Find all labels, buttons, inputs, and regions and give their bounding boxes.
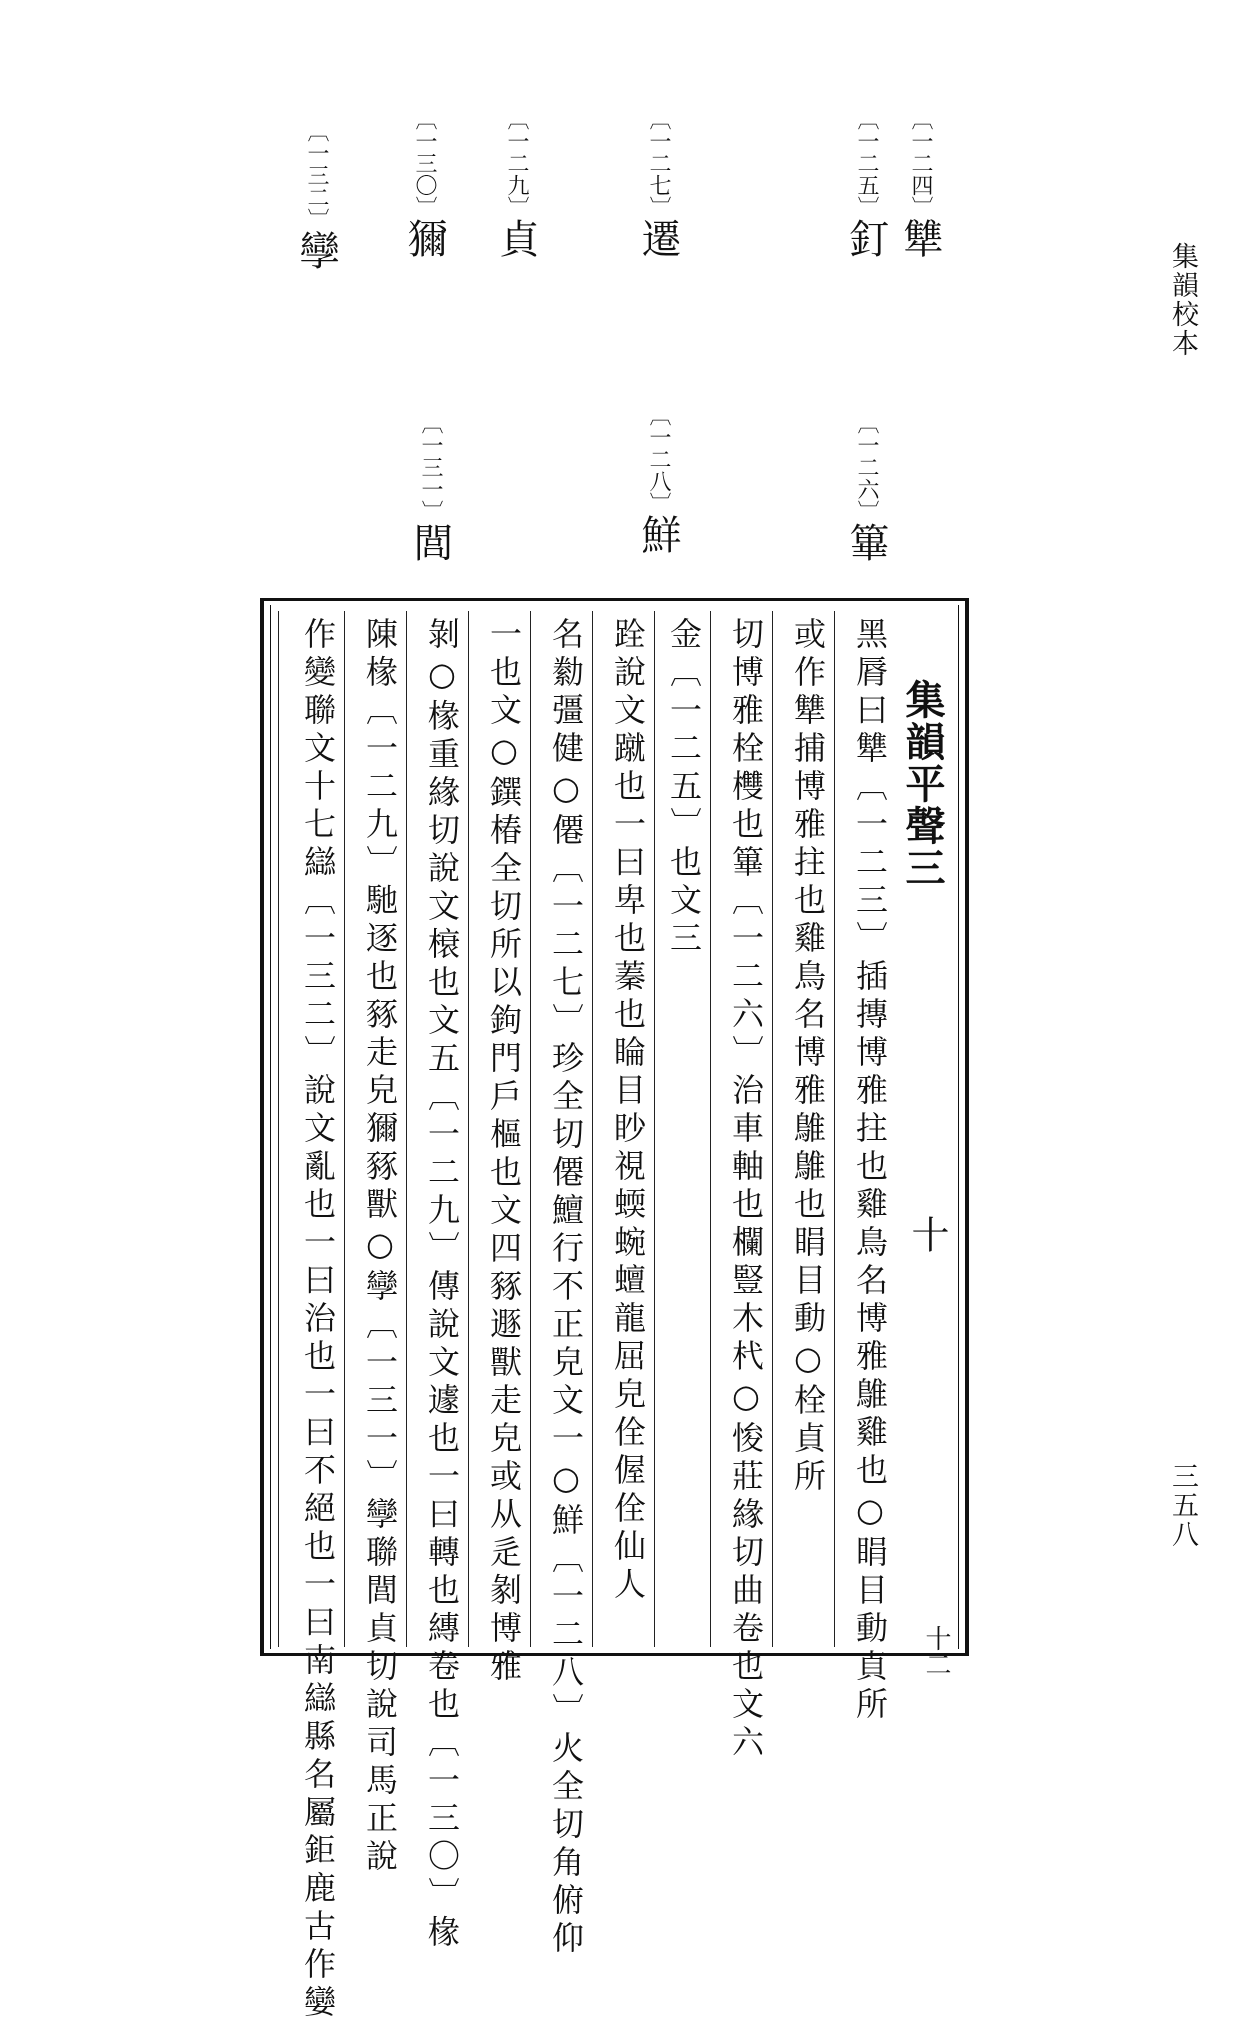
- column-text: 名勬彊健○僊〔一二七〕珍全切僊鱣行不正皃文一○鮮〔一二八〕火全切角俯仰: [547, 617, 585, 1959]
- text-column-10: [278, 611, 345, 2023]
- note-char: 獮: [401, 218, 447, 258]
- note-129: [493, 108, 539, 258]
- leaf-number: 十二: [921, 1625, 951, 1677]
- column-text: 金〔一二五〕也文三: [665, 617, 703, 959]
- text-column-7: [468, 611, 531, 1687]
- running-head: 集韻校本: [1167, 242, 1198, 358]
- block-title: 集韻平聲三: [899, 679, 946, 889]
- note-130: [401, 108, 447, 258]
- note-char: 孿: [293, 230, 339, 270]
- note-number: 〔一二四〕: [908, 108, 933, 218]
- note-char: 釘: [843, 218, 889, 258]
- block-title-column: [897, 611, 957, 1677]
- note-132: [293, 120, 339, 270]
- note-number: 〔一二六〕: [854, 412, 879, 522]
- note-124: [897, 108, 943, 258]
- text-column-2: [772, 611, 835, 1647]
- note-125: [843, 108, 889, 258]
- facsimile-block: [260, 598, 969, 2023]
- text-column-1: [834, 611, 897, 1725]
- column-text: 或作犨捕博雅拄也雞鳥名博雅鵻鵻也睊目動○栓貞所: [789, 617, 827, 1497]
- note-char: 犨: [897, 218, 943, 258]
- note-number: 〔一三一〕: [418, 412, 443, 522]
- note-number: 〔一二八〕: [646, 404, 671, 514]
- note-number: 〔一二九〕: [504, 108, 529, 218]
- text-column-9: [344, 611, 407, 1877]
- note-number: 〔一三二〕: [304, 120, 329, 230]
- note-number: 〔一三〇〕: [412, 108, 437, 218]
- page-number: 三五八: [1167, 1462, 1198, 1549]
- note-127: [635, 108, 681, 258]
- text-column-4: [654, 611, 711, 1647]
- note-126: [843, 412, 889, 562]
- note-char: 閭: [407, 522, 453, 562]
- column-text: 跧說文蹴也一曰卑也蓁也睔目眇視蝡蜿蟺龍屈皃佺偓佺仙人: [609, 617, 647, 1605]
- note-131: [407, 412, 453, 562]
- text-column-6: [530, 611, 593, 1959]
- column-text: 黑脣曰犨〔一二三〕插摶博雅拄也雞鳥名博雅鵻雞也○睊目動貞所: [851, 617, 889, 1725]
- column-text: 陳椽〔一二九〕馳逐也豩走皃獮豩獸○孿〔一三一〕孿聯閭貞切說司馬正說: [361, 617, 399, 1877]
- column-text: 一也文○鐉椿全切所以鉤門戶樞也文四豩遯獸走皃或从辵剶博雅: [485, 617, 523, 1687]
- note-char: 篳: [843, 522, 889, 562]
- text-column-5: [592, 611, 655, 1647]
- note-char: 鮮: [635, 514, 681, 554]
- column-text: 作變聯文十七䜌〔一三二〕說文亂也一曰治也一曰不絕也一曰南䜌縣名屬鉅鹿古作孌: [299, 617, 337, 2023]
- note-128: [635, 404, 681, 554]
- text-column-8: [406, 611, 469, 1953]
- column-text: 切博雅栓欆也篳〔一二六〕治車軸也欄豎木杙○悛莊緣切曲卷也文六: [727, 617, 765, 1763]
- note-char: 貞: [493, 218, 539, 258]
- fold-mark: 十: [905, 1215, 949, 1253]
- note-number: 〔一二五〕: [854, 108, 879, 218]
- note-char: 遷: [635, 218, 681, 258]
- note-number: 〔一二七〕: [646, 108, 671, 218]
- column-text: 剝○椽重緣切說文榱也文五〔一二九〕傳說文遽也一曰轉也縳卷也〔一三〇〕椽: [423, 617, 461, 1953]
- text-column-3: [710, 611, 773, 1763]
